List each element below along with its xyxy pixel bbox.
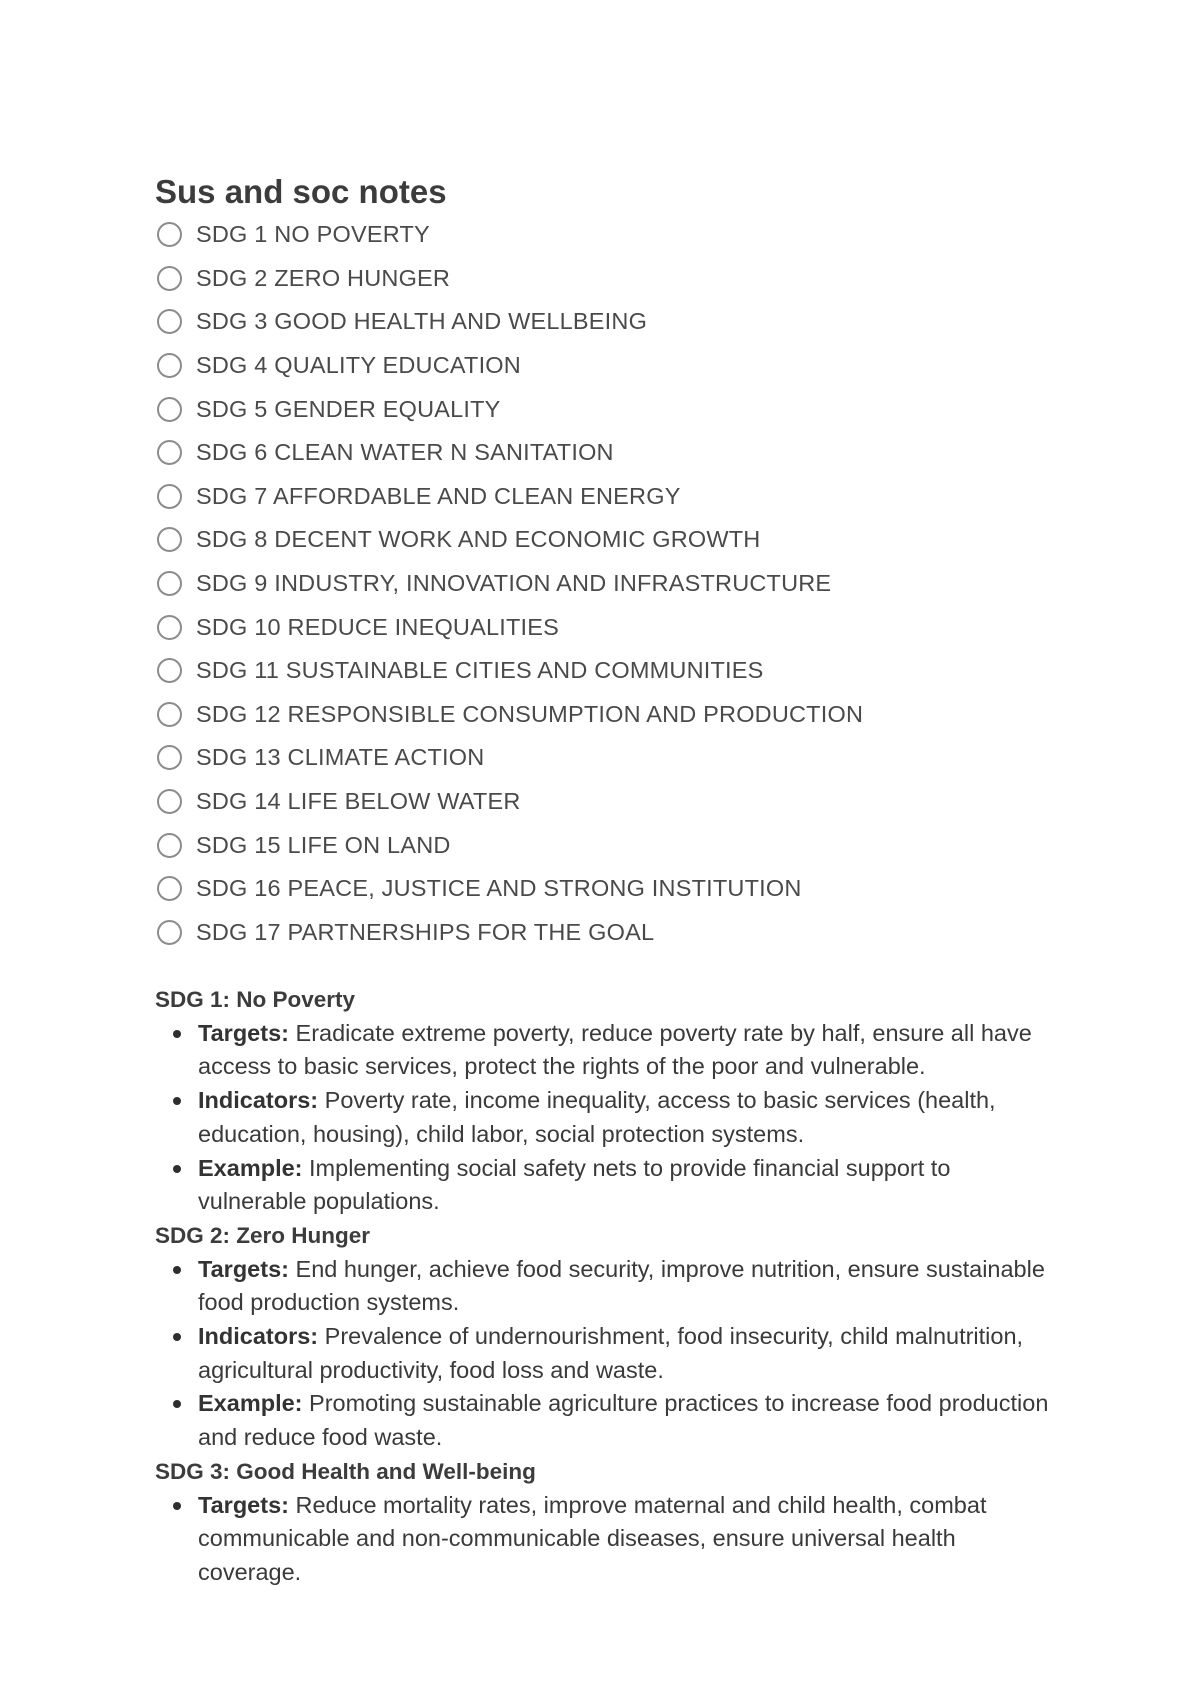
bullet-list: [155, 1253, 1055, 1455]
checkbox-circle-icon[interactable]: [157, 702, 182, 727]
bullet-text: Prevalence of undernourishment, food insecurity, child malnutrition, agricultural productivity, food loss and waste.: [198, 1323, 1024, 1383]
checklist-item[interactable]: [157, 911, 1057, 955]
checklist-item-label: SDG 17 PARTNERSHIPS FOR THE GOAL: [196, 918, 655, 945]
section-heading: SDG 1: No Poverty: [155, 987, 356, 1012]
checkbox-circle-icon[interactable]: [157, 876, 182, 901]
list-item: [155, 1017, 1055, 1084]
checkbox-circle-icon[interactable]: [157, 833, 182, 858]
checklist-item-label: SDG 7 AFFORDABLE AND CLEAN ENERGY: [196, 482, 681, 509]
page-title: Sus and soc notes: [155, 173, 447, 210]
checklist-item[interactable]: [157, 387, 1057, 431]
checkbox-circle-icon[interactable]: [157, 745, 182, 770]
checklist-item-label: SDG 6 CLEAN WATER N SANITATION: [196, 439, 614, 466]
bullet-label: Indicators:: [198, 1087, 319, 1114]
list-item: [155, 1253, 1055, 1320]
checklist-item-label: SDG 1 NO POVERTY: [196, 221, 430, 248]
checkbox-circle-icon[interactable]: [157, 571, 182, 596]
list-item: [155, 1152, 1055, 1219]
bullet-label: Indicators:: [198, 1323, 319, 1350]
sdg-checklist: [157, 213, 1057, 954]
checklist-item[interactable]: [157, 736, 1057, 780]
checklist-item-label: SDG 9 INDUSTRY, INNOVATION AND INFRASTRUCTURE: [196, 570, 832, 597]
bullet-text: Promoting sustainable agriculture practices to increase food production and reduce food waste.: [198, 1390, 1049, 1451]
checkbox-circle-icon[interactable]: [157, 789, 182, 814]
checklist-item-label: SDG 5 GENDER EQUALITY: [196, 395, 501, 422]
checklist-item[interactable]: [157, 823, 1057, 867]
checklist-item-label: SDG 13 CLIMATE ACTION: [196, 744, 485, 771]
section-heading: SDG 3: Good Health and Well-being: [155, 1458, 536, 1484]
checkbox-circle-icon[interactable]: [157, 309, 182, 334]
checklist-item[interactable]: [157, 300, 1057, 344]
checklist-item-label: SDG 3 GOOD HEALTH AND WELLBEING: [196, 308, 648, 335]
checkbox-circle-icon[interactable]: [157, 658, 182, 683]
checklist-item[interactable]: [157, 431, 1057, 475]
bullet-text: Poverty rate, income inequality, access to basic services (health, education, housing), child labor, social protection systems.: [198, 1087, 996, 1147]
checkbox-circle-icon[interactable]: [157, 440, 182, 465]
bullet-label: Targets:: [198, 1255, 289, 1282]
bullet-label: Example:: [198, 1390, 303, 1417]
checklist-item[interactable]: [157, 867, 1057, 911]
checklist-item-label: SDG 11 SUSTAINABLE CITIES AND COMMUNITIES: [196, 657, 764, 684]
checklist-item[interactable]: [157, 213, 1057, 257]
checkbox-circle-icon[interactable]: [157, 397, 182, 422]
checklist-item-label: SDG 15 LIFE ON LAND: [196, 831, 451, 858]
checklist-item-label: SDG 14 LIFE BELOW WATER: [196, 788, 521, 815]
bullet-text: End hunger, achieve food security, improve nutrition, ensure sustainable food production systems.: [198, 1255, 1045, 1316]
list-item: [155, 1489, 1055, 1590]
list-item: [155, 1084, 1055, 1151]
checklist-item[interactable]: [157, 693, 1057, 737]
checklist-item[interactable]: [157, 518, 1057, 562]
checkbox-circle-icon[interactable]: [157, 920, 182, 945]
sdg-notes: [155, 983, 1055, 1590]
checklist-item[interactable]: [157, 562, 1057, 606]
checklist-item-label: SDG 2 ZERO HUNGER: [196, 264, 451, 291]
checklist-item[interactable]: [157, 257, 1057, 301]
checklist-item-label: SDG 4 QUALITY EDUCATION: [196, 352, 521, 379]
bullet-list: [155, 1017, 1055, 1219]
checkbox-circle-icon[interactable]: [157, 615, 182, 640]
bullet-label: Targets:: [198, 1491, 289, 1518]
bullet-label: Example:: [198, 1154, 303, 1181]
checklist-item-label: SDG 8 DECENT WORK AND ECONOMIC GROWTH: [196, 526, 761, 553]
checklist-item[interactable]: [157, 780, 1057, 824]
bullet-text: Reduce mortality rates, improve maternal and child health, combat communicable and non-communicable diseases, ensure universal health coverage.: [198, 1491, 987, 1585]
checklist-item[interactable]: [157, 344, 1057, 388]
checklist-item-label: SDG 12 RESPONSIBLE CONSUMPTION AND PRODUCTION: [196, 700, 864, 727]
checkbox-circle-icon[interactable]: [157, 266, 182, 291]
list-item: [155, 1320, 1055, 1387]
checklist-item[interactable]: [157, 605, 1057, 649]
list-item: [155, 1387, 1055, 1454]
section-heading: SDG 2: Zero Hunger: [155, 1222, 371, 1248]
bullet-text: Implementing social safety nets to provide financial support to vulnerable populations.: [198, 1154, 951, 1215]
checkbox-circle-icon[interactable]: [157, 353, 182, 378]
bullet-text: Eradicate extreme poverty, reduce poverty rate by half, ensure all have access to basic services, protect the rights of the poor and vulnerable.: [198, 1019, 1032, 1080]
checklist-item[interactable]: [157, 475, 1057, 519]
checkbox-circle-icon[interactable]: [157, 222, 182, 247]
bullet-list: [155, 1489, 1055, 1590]
checklist-item[interactable]: [157, 649, 1057, 693]
bullet-label: Targets:: [198, 1019, 289, 1046]
checkbox-circle-icon[interactable]: [157, 527, 182, 552]
checkbox-circle-icon[interactable]: [157, 484, 182, 509]
checklist-item-label: SDG 16 PEACE, JUSTICE AND STRONG INSTITUTION: [196, 875, 802, 902]
checklist-item-label: SDG 10 REDUCE INEQUALITIES: [196, 613, 560, 640]
